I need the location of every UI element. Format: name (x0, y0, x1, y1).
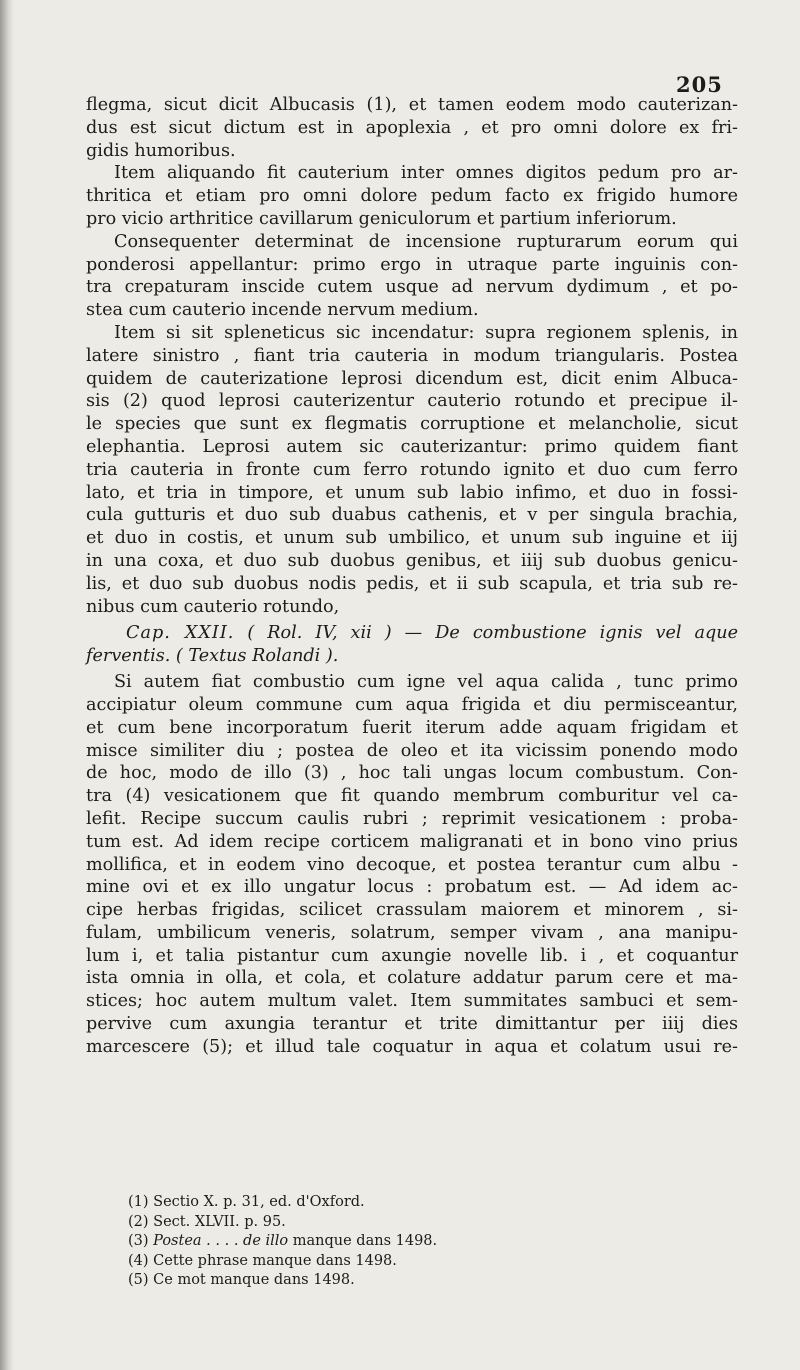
text-line: Si autem fiat combustio cum igne vel aqua calida , tunc primo (114, 672, 738, 693)
text-line: et cum bene incorporatum fuerit iterum adde aquam frigidam et (86, 717, 738, 738)
text-line: fulam, umbilicum veneris, solatrum, semper vivam , ana manipu- (86, 922, 738, 943)
footnotes (128, 1193, 548, 1291)
text-line: tra (4) vesicationem que fit quando membrum comburitur vel ca- (86, 786, 738, 807)
chapter-dash: — (404, 623, 423, 644)
text-line: stea cum cauterio incende nervum medium. (86, 300, 479, 321)
chapter-title-continued: ferventis. ( Textus Rolandi ). (86, 646, 339, 667)
text-line: pervive cum axungia terantur et trite dimittantur per iiij dies (86, 1014, 738, 1035)
text-line: mine ovi et ex illo ungatur locus : probatum est. — Ad idem ac- (86, 877, 738, 898)
footnote-text: manque dans 1498. (288, 1233, 438, 1250)
main-text (86, 94, 738, 1059)
text-line: latere sinistro , fiant tria cauteria in modum triangularis. Postea (86, 345, 738, 366)
footnote-text: Sectio X. p. 31, ed. d'Oxford. (153, 1194, 365, 1210)
text-line: thritica et etiam pro omni dolore pedum facto ex frigido humore (86, 186, 738, 207)
text-line: accipiatur oleum commune cum aqua frigida et diu permisceantur, (86, 694, 738, 715)
footnote-5 (128, 1271, 548, 1291)
text-line: gidis humoribus. (86, 140, 236, 161)
page-number: 205 (676, 72, 723, 97)
paragraph-4 (86, 322, 738, 618)
text-line: quidem de cauterizatione leprosi dicendum est, dicit enim Albuca- (86, 368, 738, 389)
chapter-paragraph (86, 671, 738, 1059)
chapter-heading (86, 622, 738, 669)
chapter-title: De combustione ignis vel aque (435, 623, 739, 644)
text-line: de hoc, modo de illo (3) , hoc tali ungas locum combustum. Con- (86, 763, 738, 784)
text-line: lum i, et talia pistantur cum axungie novelle lib. i , et coquantur (86, 945, 738, 966)
text-line: dus est sicut dictum est in apoplexia , et pro omni dolore ex fri- (86, 117, 738, 138)
text-line: Consequenter determinat de incensione rupturarum eorum qui (114, 231, 738, 252)
footnote-number: (2) (128, 1213, 149, 1230)
text-line: lis, et duo sub duobus nodis pedis, et ii sub scapula, et tria sub re- (86, 573, 738, 594)
text-line: mollifica, et in eodem vino decoque, et postea terantur cum albu - (86, 854, 738, 875)
text-line: nibus cum cauterio rotundo, (86, 596, 340, 617)
text-line: et duo in costis, et unum sub umbilico, et unum sub inguine et iij (86, 528, 738, 549)
chapter-number: Cap. XXII. (126, 623, 235, 644)
footnote-text: Sect. XLVII. p. 95. (153, 1213, 286, 1230)
text-line: ponderosi appellantur: primo ergo in utraque parte inguinis con- (86, 254, 738, 275)
text-line: le species que sunt ex flegmatis corruptione et melancholie, sicut (86, 414, 738, 435)
text-line: cula gutturis et duo sub duabus cathenis, et v per singula brachia, (86, 505, 738, 526)
footnote-2 (128, 1213, 548, 1233)
text-line: Item aliquando fit cauterium inter omnes digitos pedum pro ar- (114, 163, 738, 184)
text-line: in una coxa, et duo sub duobus genibus, et iiij sub duobus genicu- (86, 550, 738, 571)
footnote-4 (128, 1252, 548, 1272)
text-line: tra crepaturam inscide cutem usque ad nervum dydimum , et po- (86, 277, 738, 298)
text-line: lato, et tria in timpore, et unum sub labio infimo, et duo in fossi- (86, 482, 738, 503)
paragraph-3 (86, 231, 738, 322)
footnote-italic-text: Postea . . . . de illo (153, 1233, 289, 1250)
text-line: cipe herbas frigidas, scilicet crassulam maiorem et minorem , si- (86, 900, 738, 921)
text-line: tum est. Ad idem recipe corticem maligranati et in bono vino prius (86, 831, 738, 852)
text-line: flegma, sicut dicit Albucasis (1), et tamen eodem modo cauterizan- (86, 95, 738, 115)
footnote-3 (128, 1232, 548, 1252)
footnote-text: Ce mot manque dans 1498. (153, 1272, 355, 1289)
text-line: sis (2) quod leprosi cauterizentur cauterio rotundo et precipue il- (86, 391, 738, 412)
footnote-number: (5) (128, 1272, 149, 1289)
text-line: lefit. Recipe succum caulis rubri ; reprimit vesicationem : proba- (86, 808, 738, 829)
text-line: stices; hoc autem multum valet. Item summitates sambuci et sem- (86, 991, 738, 1012)
text-line: tria cauteria in fronte cum ferro rotundo ignito et duo cum ferro (86, 459, 738, 480)
footnote-number: (3) (128, 1233, 149, 1250)
text-line: Item si sit spleneticus sic incendatur: supra regionem splenis, in (114, 322, 738, 343)
footnote-1 (128, 1193, 548, 1213)
footnote-number: (1) (128, 1194, 149, 1210)
text-line: misce similiter diu ; postea de oleo et ita vicissim ponendo modo (86, 740, 738, 761)
footnote-text: Cette phrase manque dans 1498. (153, 1252, 397, 1269)
chapter-reference: ( Rol. IV, xii ) (247, 623, 392, 644)
footnote-number: (4) (128, 1252, 149, 1269)
text-line: pro vicio arthritice cavillarum geniculorum et partium inferiorum. (86, 208, 677, 229)
text-line: marcescere (5); et illud tale coquatur in aqua et colatum usui re- (86, 1036, 738, 1057)
text-line: elephantia. Leprosi autem sic cauterizantur: primo quidem fiant (86, 436, 738, 457)
text-line: ista omnia in olla, et cola, et colature addatur parum cere et ma- (86, 968, 738, 989)
paragraph-1 (86, 94, 738, 162)
paragraph-2 (86, 162, 738, 230)
page-edge-shadow (0, 0, 14, 1370)
